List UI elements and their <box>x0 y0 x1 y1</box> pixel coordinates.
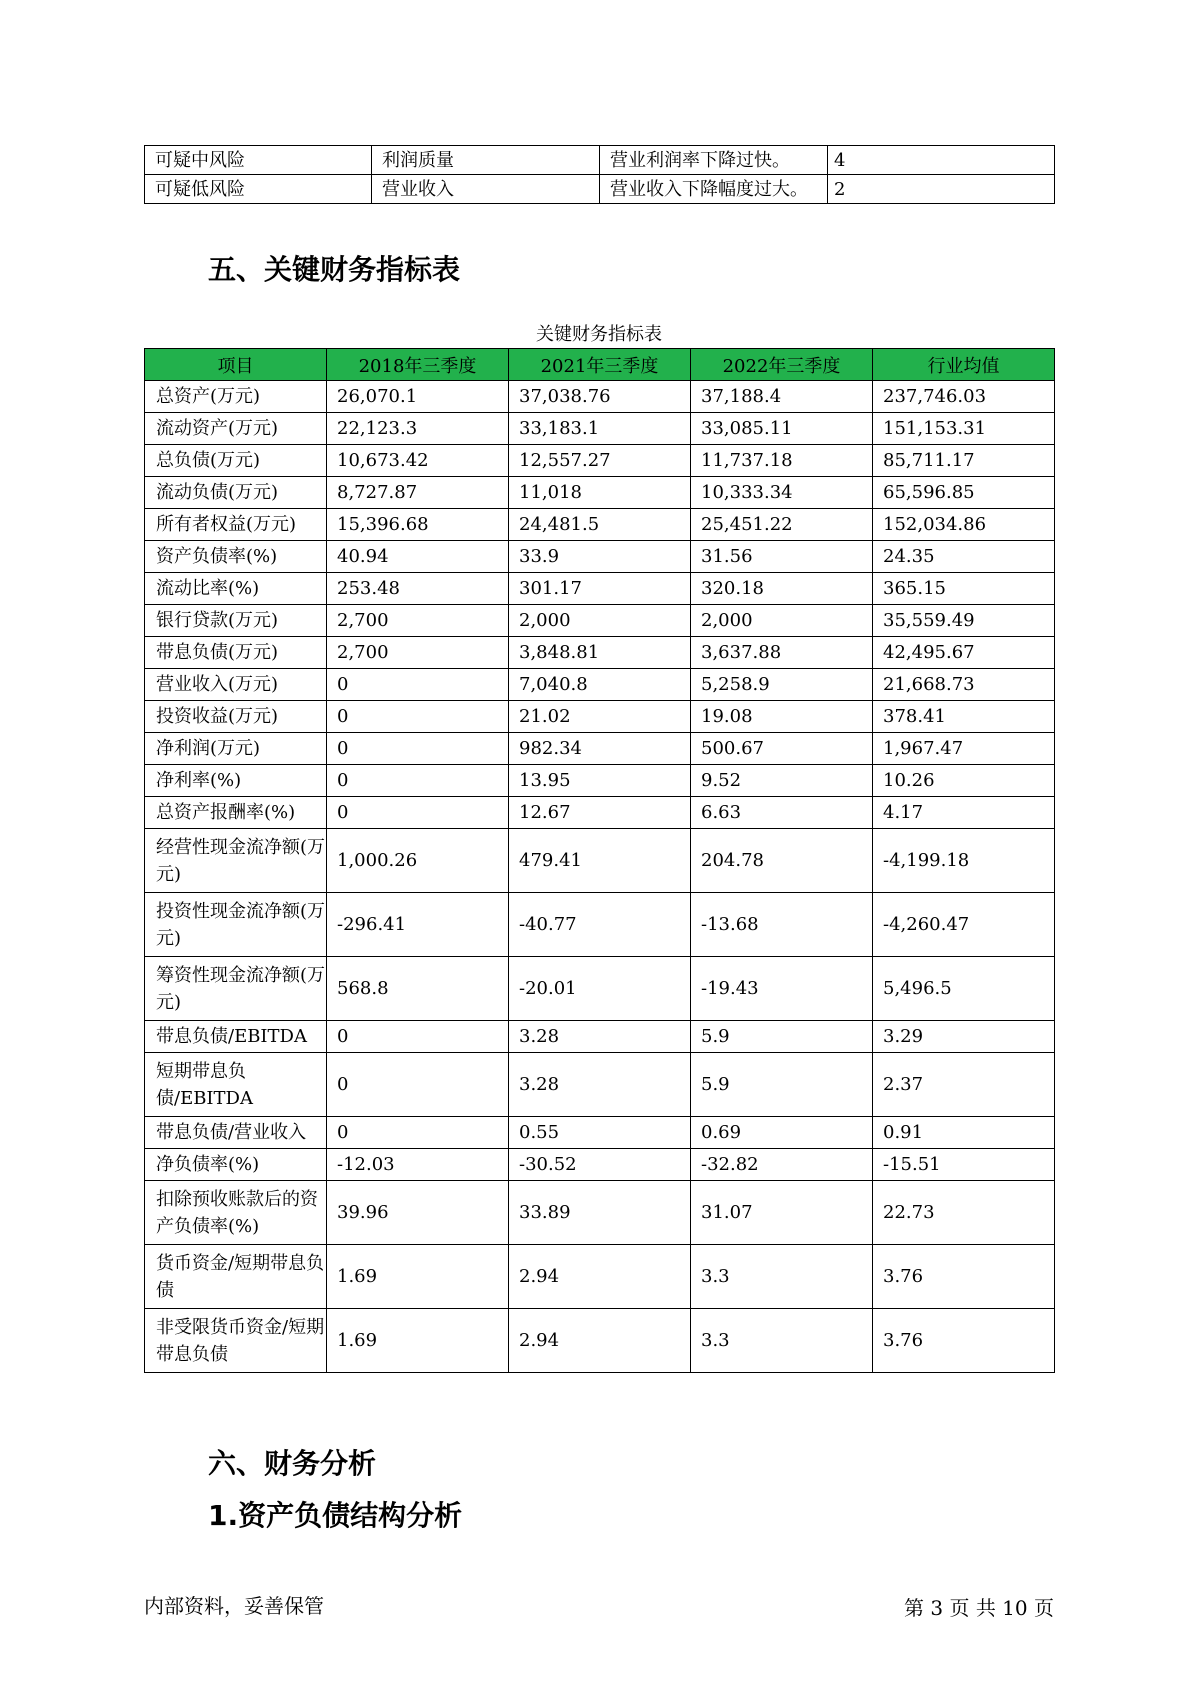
table-header-row <box>145 349 1055 381</box>
risk-level-cell: 可疑中风险 <box>145 146 372 175</box>
value-cell: 0 <box>327 669 509 701</box>
table-row <box>145 1149 1055 1181</box>
header-item: 项目 <box>145 349 327 381</box>
value-cell: 37,038.76 <box>509 381 691 413</box>
value-cell: 33,183.1 <box>509 413 691 445</box>
row-label-cell: 净利润(万元) <box>145 733 327 765</box>
row-label-cell: 银行贷款(万元) <box>145 605 327 637</box>
value-cell: 2,700 <box>327 605 509 637</box>
value-cell: 11,737.18 <box>691 445 873 477</box>
value-cell: 8,727.87 <box>327 477 509 509</box>
row-label-cell: 流动比率(%) <box>145 573 327 605</box>
value-cell: -4,199.18 <box>873 829 1055 893</box>
value-cell: 3,848.81 <box>509 637 691 669</box>
risk-level-cell: 可疑低风险 <box>145 175 372 204</box>
footer-page-number: 第 3 页 共 10 页 <box>904 1596 1054 1620</box>
row-label-cell: 资产负债率(%) <box>145 541 327 573</box>
value-cell: 15,396.68 <box>327 509 509 541</box>
table-row <box>145 1053 1055 1117</box>
value-cell: 1,000.26 <box>327 829 509 893</box>
value-cell: 2.37 <box>873 1053 1055 1117</box>
value-cell: -40.77 <box>509 893 691 957</box>
row-label-cell: 总资产(万元) <box>145 381 327 413</box>
value-cell: 39.96 <box>327 1181 509 1245</box>
table-row <box>145 541 1055 573</box>
table-row <box>145 797 1055 829</box>
row-label-cell: 流动资产(万元) <box>145 413 327 445</box>
value-cell: 37,188.4 <box>691 381 873 413</box>
row-label-cell: 流动负债(万元) <box>145 477 327 509</box>
value-cell: 301.17 <box>509 573 691 605</box>
footer-confidential-note: 内部资料，妥善保管 <box>144 1594 324 1618</box>
row-label-cell: 净利率(%) <box>145 765 327 797</box>
value-cell: 31.56 <box>691 541 873 573</box>
table-row <box>145 381 1055 413</box>
value-cell: 40.94 <box>327 541 509 573</box>
value-cell: 6.63 <box>691 797 873 829</box>
table-row <box>145 1021 1055 1053</box>
value-cell: 0 <box>327 733 509 765</box>
row-label-cell: 总资产报酬率(%) <box>145 797 327 829</box>
financial-indicators-table <box>144 348 1055 1373</box>
table-row <box>145 733 1055 765</box>
value-cell: 1.69 <box>327 1309 509 1373</box>
table-row <box>145 829 1055 893</box>
table-row <box>145 765 1055 797</box>
value-cell: 42,495.67 <box>873 637 1055 669</box>
value-cell: 0.69 <box>691 1117 873 1149</box>
value-cell: 5.9 <box>691 1053 873 1117</box>
value-cell: 237,746.03 <box>873 381 1055 413</box>
value-cell: 5,258.9 <box>691 669 873 701</box>
value-cell: 3.28 <box>509 1053 691 1117</box>
row-label-cell: 净负债率(%) <box>145 1149 327 1181</box>
risk-category-cell: 利润质量 <box>372 146 600 175</box>
value-cell: 479.41 <box>509 829 691 893</box>
value-cell: 35,559.49 <box>873 605 1055 637</box>
value-cell: 0 <box>327 1053 509 1117</box>
table-row <box>145 477 1055 509</box>
value-cell: 152,034.86 <box>873 509 1055 541</box>
value-cell: 2,700 <box>327 637 509 669</box>
value-cell: 3.3 <box>691 1245 873 1309</box>
header-industry-average: 行业均值 <box>873 349 1055 381</box>
table-row <box>145 1117 1055 1149</box>
header-2018-q3: 2018年三季度 <box>327 349 509 381</box>
table-caption: 关键财务指标表 <box>536 324 662 345</box>
row-label-cell: 经营性现金流净额(万元) <box>145 829 327 893</box>
section-heading-key-financial-indicators: 五、关键财务指标表 <box>208 253 461 286</box>
table-row <box>145 701 1055 733</box>
value-cell: 24,481.5 <box>509 509 691 541</box>
row-label-cell: 总负债(万元) <box>145 445 327 477</box>
row-label-cell: 带息负债/EBITDA <box>145 1021 327 1053</box>
value-cell: 0 <box>327 1021 509 1053</box>
value-cell: -296.41 <box>327 893 509 957</box>
value-cell: -13.68 <box>691 893 873 957</box>
value-cell: 11,018 <box>509 477 691 509</box>
value-cell: 0 <box>327 701 509 733</box>
risk-row <box>145 175 1055 204</box>
row-label-cell: 带息负债(万元) <box>145 637 327 669</box>
value-cell: -32.82 <box>691 1149 873 1181</box>
table-row <box>145 573 1055 605</box>
table-row <box>145 1181 1055 1245</box>
value-cell: 21,668.73 <box>873 669 1055 701</box>
section-heading-financial-analysis: 六、财务分析 <box>208 1447 377 1480</box>
table-row <box>145 669 1055 701</box>
table-row <box>145 509 1055 541</box>
row-label-cell: 筹资性现金流净额(万元) <box>145 957 327 1021</box>
table-row <box>145 605 1055 637</box>
row-label-cell: 货币资金/短期带息负债 <box>145 1245 327 1309</box>
value-cell: 33.9 <box>509 541 691 573</box>
table-row <box>145 413 1055 445</box>
value-cell: 253.48 <box>327 573 509 605</box>
value-cell: 19.08 <box>691 701 873 733</box>
value-cell: 204.78 <box>691 829 873 893</box>
row-label-cell: 非受限货币资金/短期带息负债 <box>145 1309 327 1373</box>
header-2021-q3: 2021年三季度 <box>509 349 691 381</box>
value-cell: 1.69 <box>327 1245 509 1309</box>
risk-description-cell: 营业收入下降幅度过大。 <box>600 175 828 204</box>
value-cell: -4,260.47 <box>873 893 1055 957</box>
value-cell: 21.02 <box>509 701 691 733</box>
value-cell: 13.95 <box>509 765 691 797</box>
value-cell: -15.51 <box>873 1149 1055 1181</box>
value-cell: 10,333.34 <box>691 477 873 509</box>
value-cell: 378.41 <box>873 701 1055 733</box>
value-cell: 3.3 <box>691 1309 873 1373</box>
value-cell: 500.67 <box>691 733 873 765</box>
value-cell: -12.03 <box>327 1149 509 1181</box>
value-cell: 33.89 <box>509 1181 691 1245</box>
value-cell: 568.8 <box>327 957 509 1021</box>
value-cell: 26,070.1 <box>327 381 509 413</box>
table-row <box>145 1309 1055 1373</box>
value-cell: 10.26 <box>873 765 1055 797</box>
value-cell: 12,557.27 <box>509 445 691 477</box>
value-cell: 3,637.88 <box>691 637 873 669</box>
value-cell: -19.43 <box>691 957 873 1021</box>
value-cell: 3.76 <box>873 1245 1055 1309</box>
table-row <box>145 893 1055 957</box>
value-cell: 22.73 <box>873 1181 1055 1245</box>
table-row <box>145 957 1055 1021</box>
value-cell: 365.15 <box>873 573 1055 605</box>
value-cell: 7,040.8 <box>509 669 691 701</box>
risk-table <box>144 145 1055 204</box>
risk-row <box>145 146 1055 175</box>
row-label-cell: 投资收益(万元) <box>145 701 327 733</box>
risk-category-cell: 营业收入 <box>372 175 600 204</box>
value-cell: 151,153.31 <box>873 413 1055 445</box>
value-cell: 0.91 <box>873 1117 1055 1149</box>
table-row <box>145 445 1055 477</box>
value-cell: 24.35 <box>873 541 1055 573</box>
value-cell: 12.67 <box>509 797 691 829</box>
value-cell: 3.76 <box>873 1309 1055 1373</box>
value-cell: 22,123.3 <box>327 413 509 445</box>
value-cell: 2,000 <box>691 605 873 637</box>
value-cell: 0 <box>327 797 509 829</box>
value-cell: 33,085.11 <box>691 413 873 445</box>
row-label-cell: 扣除预收账款后的资产负债率(%) <box>145 1181 327 1245</box>
value-cell: 2.94 <box>509 1309 691 1373</box>
value-cell: 320.18 <box>691 573 873 605</box>
value-cell: 1,967.47 <box>873 733 1055 765</box>
value-cell: 0 <box>327 1117 509 1149</box>
row-label-cell: 带息负债/营业收入 <box>145 1117 327 1149</box>
value-cell: 5.9 <box>691 1021 873 1053</box>
header-2022-q3: 2022年三季度 <box>691 349 873 381</box>
value-cell: 0 <box>327 765 509 797</box>
risk-count-cell: 2 <box>828 175 1055 204</box>
row-label-cell: 所有者权益(万元) <box>145 509 327 541</box>
value-cell: 0.55 <box>509 1117 691 1149</box>
value-cell: 2.94 <box>509 1245 691 1309</box>
value-cell: 2,000 <box>509 605 691 637</box>
value-cell: 4.17 <box>873 797 1055 829</box>
value-cell: 982.34 <box>509 733 691 765</box>
row-label-cell: 营业收入(万元) <box>145 669 327 701</box>
value-cell: 85,711.17 <box>873 445 1055 477</box>
value-cell: 10,673.42 <box>327 445 509 477</box>
subsection-heading-balance-structure: 1.资产负债结构分析 <box>208 1499 463 1532</box>
row-label-cell: 投资性现金流净额(万元) <box>145 893 327 957</box>
table-row <box>145 1245 1055 1309</box>
value-cell: 5,496.5 <box>873 957 1055 1021</box>
value-cell: 25,451.22 <box>691 509 873 541</box>
risk-description-cell: 营业利润率下降过快。 <box>600 146 828 175</box>
value-cell: 31.07 <box>691 1181 873 1245</box>
row-label-cell: 短期带息负债/EBITDA <box>145 1053 327 1117</box>
value-cell: 3.29 <box>873 1021 1055 1053</box>
value-cell: 3.28 <box>509 1021 691 1053</box>
value-cell: 65,596.85 <box>873 477 1055 509</box>
table-row <box>145 637 1055 669</box>
value-cell: -30.52 <box>509 1149 691 1181</box>
value-cell: 9.52 <box>691 765 873 797</box>
risk-count-cell: 4 <box>828 146 1055 175</box>
value-cell: -20.01 <box>509 957 691 1021</box>
